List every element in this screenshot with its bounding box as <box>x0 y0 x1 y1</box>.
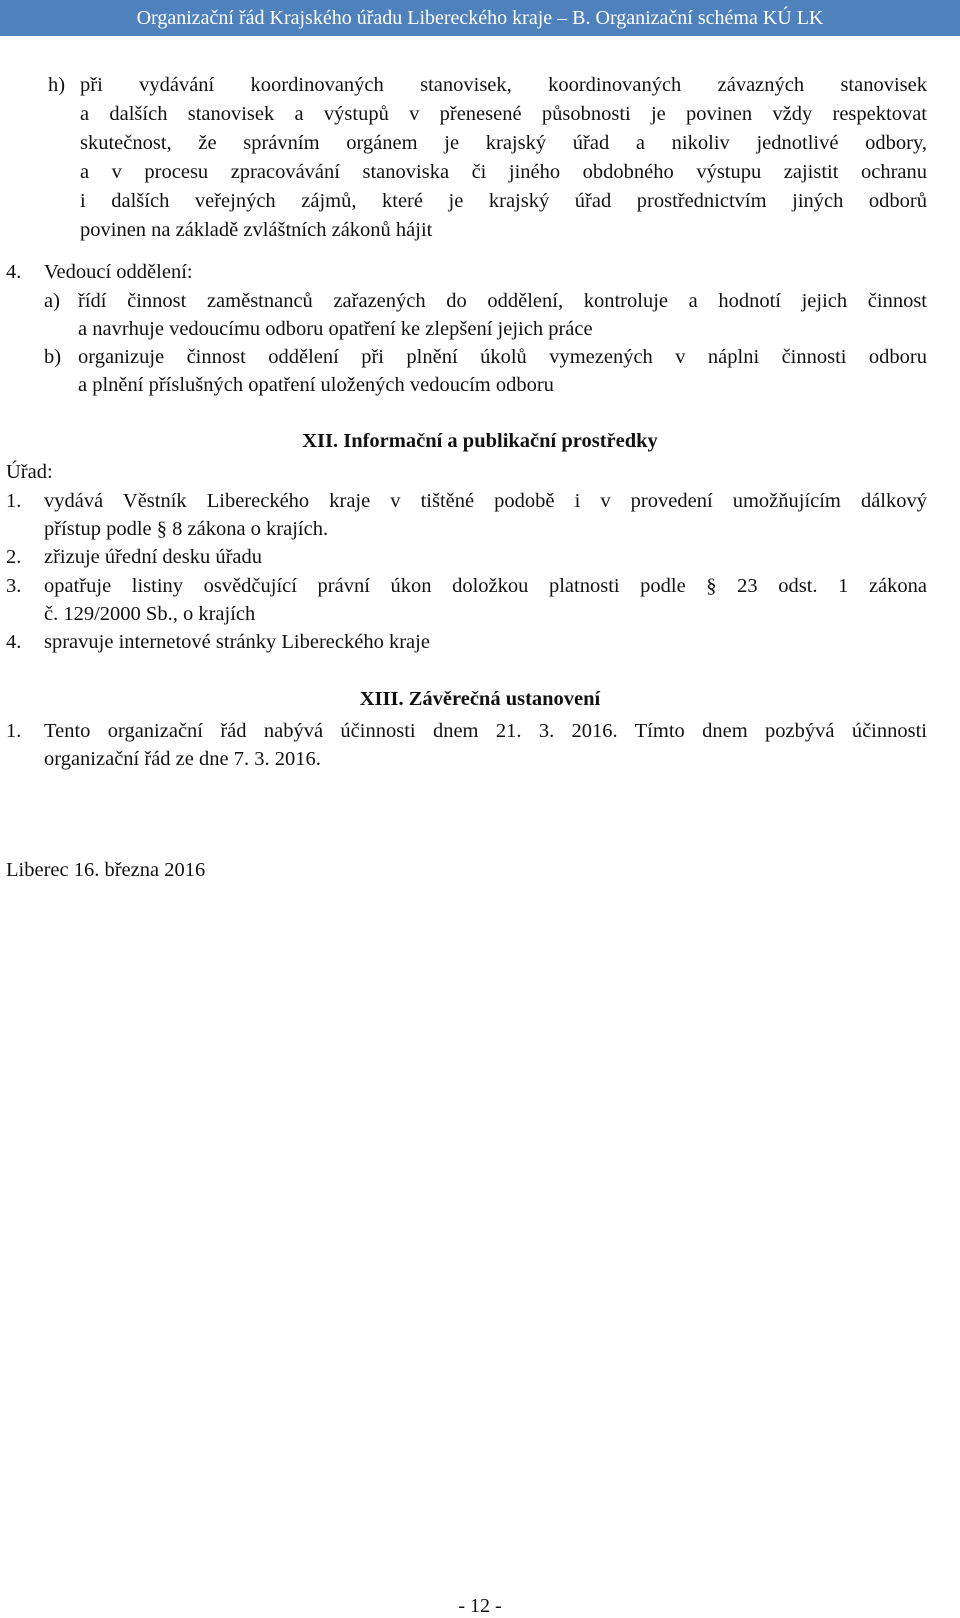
place-date: Liberec 16. března 2016 <box>6 859 206 881</box>
item-h-line: a dalších stanovisek a výstupů v přenesené působnosti je povinen vždy respektovat <box>80 103 927 125</box>
section12-item-number: 2. <box>6 546 22 568</box>
section12-item-number: 4. <box>6 631 22 653</box>
section4-title: Vedoucí oddělení: <box>44 261 193 283</box>
item-h-line: i dalších veřejných zájmů, které je krajský úřad prostřednictvím jiných odborů <box>80 190 927 212</box>
item-h-line: povinen na základě zvláštních zákonů hájit <box>80 219 433 241</box>
section4-a-label: a) <box>44 290 60 312</box>
section4-b-label: b) <box>44 346 62 368</box>
section4-b-line: a plnění příslušných opatření uložených vedoucím odboru <box>78 374 554 396</box>
section12-item-line: spravuje internetové stránky Libereckého kraje <box>44 631 430 653</box>
header-title: Organizační řád Krajského úřadu Libereckého kraje – B. Organizační schéma KÚ LK <box>136 7 824 29</box>
section12-intro: Úřad: <box>6 461 53 483</box>
section4-b-line: organizuje činnost oddělení při plnění úkolů vymezených v náplni činnosti odboru <box>78 346 927 368</box>
running-header <box>0 0 960 36</box>
section12-item-line: přístup podle § 8 zákona o krajích. <box>44 518 329 540</box>
section13-item-number: 1. <box>6 720 22 742</box>
item-h-label: h) <box>48 74 66 96</box>
section12-item-line: vydává Věstník Libereckého kraje v tištěné podobě i v provedení umožňujícím dálkový <box>44 490 927 512</box>
item-h-line: skutečnost, že správním orgánem je krajský úřad a nikoliv jednotlivé odbory, <box>80 132 927 154</box>
section12-item-number: 3. <box>6 575 22 597</box>
section4-number: 4. <box>6 261 22 283</box>
item-h-line: a v procesu zpracovávání stanoviska či jiného obdobného výstupu zajistit ochranu <box>80 161 927 183</box>
section12-item-line: č. 129/2000 Sb., o krajích <box>44 603 256 625</box>
section4-a-line: a navrhuje vedoucímu odboru opatření ke zlepšení jejich práce <box>78 318 593 340</box>
section12-item-line: zřizuje úřední desku úřadu <box>44 546 263 568</box>
section12-heading: XII. Informační a publikační prostředky <box>302 430 658 452</box>
section4-a-line: řídí činnost zaměstnanců zařazených do oddělení, kontroluje a hodnotí jejich činnost <box>78 290 927 312</box>
section13-item-line: Tento organizační řád nabývá účinnosti dnem 21. 3. 2016. Tímto dnem pozbývá účinnosti <box>44 720 927 742</box>
page-number: - 12 - <box>458 1595 502 1617</box>
item-h-line: při vydávání koordinovaných stanovisek, koordinovaných závazných stanovisek <box>80 74 927 96</box>
section13-item-line: organizační řád ze dne 7. 3. 2016. <box>44 748 321 770</box>
section12-item-number: 1. <box>6 490 22 512</box>
section13-heading: XIII. Závěrečná ustanovení <box>359 688 601 710</box>
section12-item-line: opatřuje listiny osvědčující právní úkon doložkou platnosti podle § 23 odst. 1 zákona <box>44 575 927 597</box>
